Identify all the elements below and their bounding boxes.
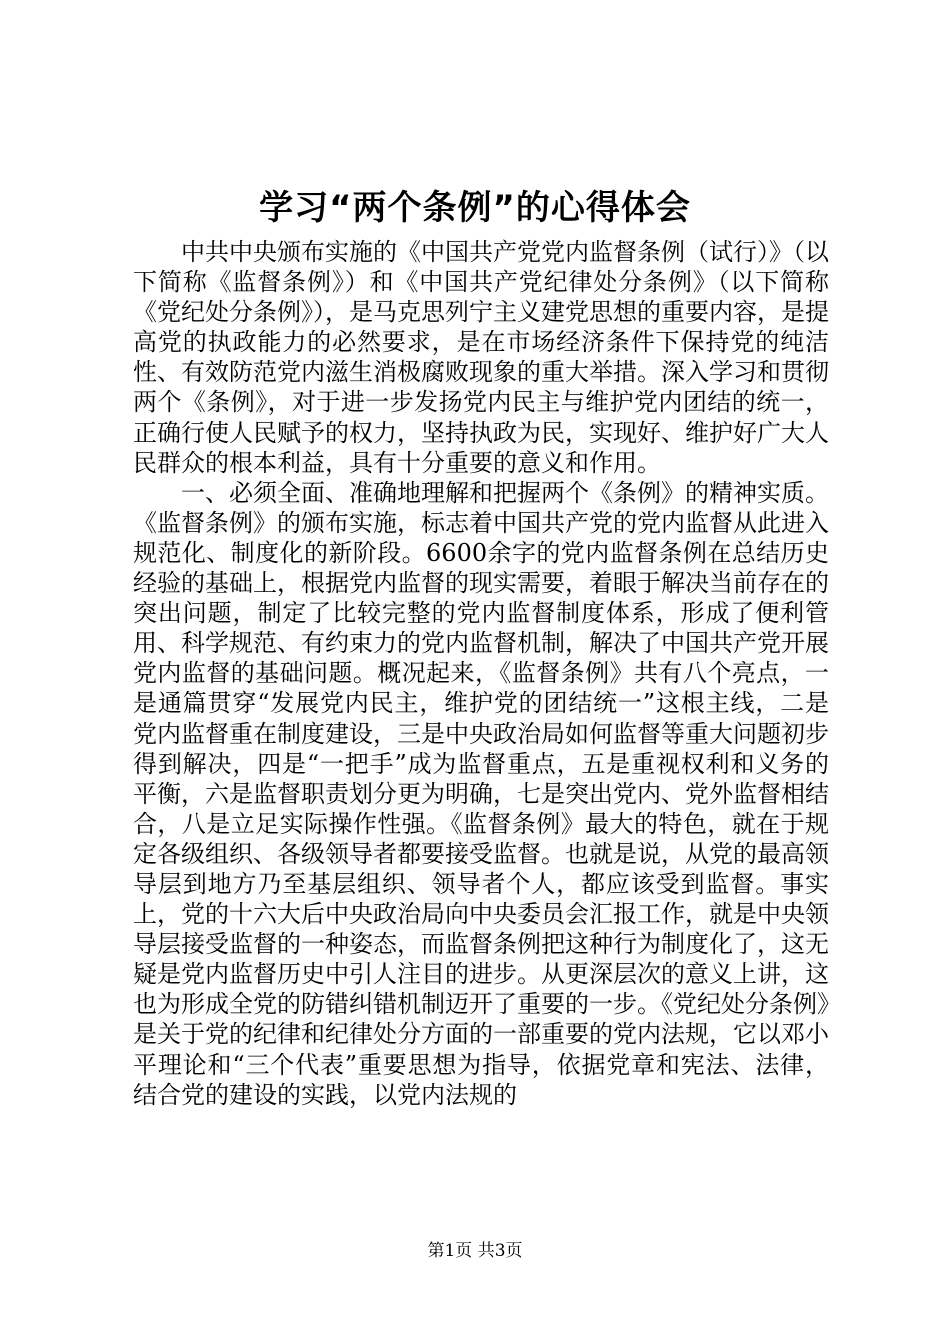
page-number-footer: 第1页 共3页 bbox=[427, 1241, 523, 1261]
paragraph-section-one: 一、必须全面、准确地理解和把握两个《条例》的精神实质。《监督条例》的颁布实施，标志着中国共产党的党内监督从此进入规范化、制度化的新阶段。6600余字的党内监督条例在总结历史经验的基础上，根据党内监督的现实需要，着眼于解决当前存在的突出问题，制定了比较完整的党内监督制度体系，形成了便利管用、科学规范、有约束力的党内监督机制，解决了中国共产党开展党内监督的基础问题。概况起来，《监督条例》共有八个亮点，一是通篇贯穿“发展党内民主，维护党的团结统一”这根主线，二是党内监督重在制度建设，三是中央政治局如何监督等重大问题初步得到解决，四是“一把手”成为监督重点，五是重视权利和义务的平衡，六是监督职责划分更为明确，七是突出党内、党外监督相结合，八是立足实际操作性强。《监督条例》最大的特色，就在于规定各级组织、各级领导者都要接受监督。也就是说，从党的最高领导层到地方乃至基层组织、领导者个人，都应该受到监督。事实上，党的十六大后中央政治局向中央委员会汇报工作，就是中央领导层接受监督的一种姿态，而监督条例把这种行为制度化了，这无疑是党内监督历史中引人注目的进步。从更深层次的意义上讲，这也为形成全党的防错纠错机制迈开了重要的一步。《党纪处分条例》是关于党的纪律和纪律处分方面的一部重要的党内法规，它以邓小平理论和“三个代表”重要思想为指导，依据党章和宪法、法律，结合党的建设的实践，以党内法规的 bbox=[133, 478, 829, 1109]
paragraph-intro: 中共中央颁布实施的《中国共产党党内监督条例（试行）》（以下简称《监督条例》）和《中国共产党纪律处分条例》（以下简称《党纪处分条例》），是马克思列宁主义建党思想的重要内容，是提高党的执政能力的必然要求，是在市场经济条件下保持党的纯洁性、有效防范党内滋生消极腐败现象的重大举措。深入学习和贯彻两个《条例》，对于进一步发扬党内民主与维护党内团结的统一，正确行使人民赋予的权力，坚持执政为民，实现好、维护好广大人民群众的根本利益，具有十分重要的意义和作用。 bbox=[133, 238, 829, 477]
document-title: 学习“两个条例”的心得体会 bbox=[259, 188, 691, 228]
document-body bbox=[133, 237, 829, 1110]
